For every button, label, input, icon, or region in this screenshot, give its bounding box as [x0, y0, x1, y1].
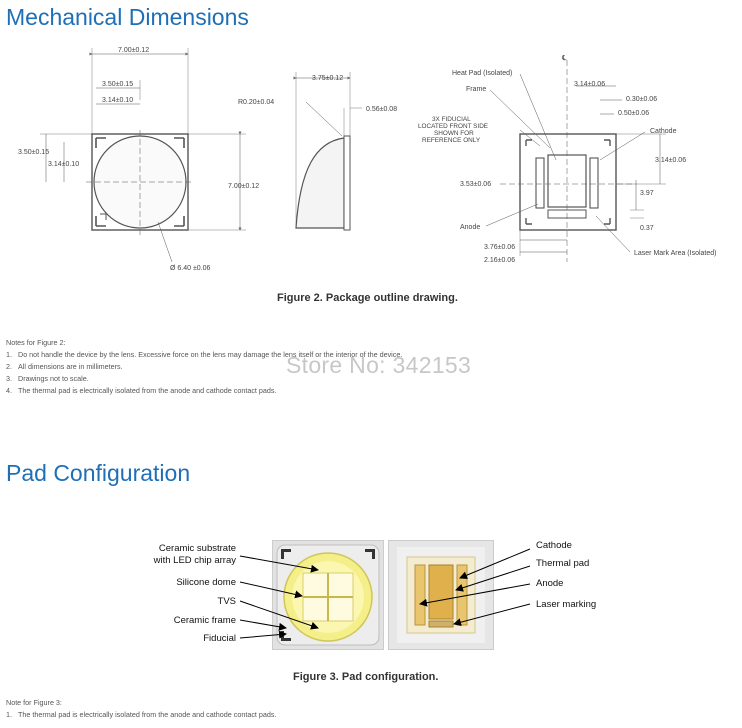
bottom-view-body [520, 134, 616, 230]
label-anode: Anode [460, 224, 481, 231]
label-laser-mark: Laser Mark Area (Isolated) [634, 250, 717, 257]
label-anode-pad: Anode [536, 578, 564, 589]
dim-front-a: 3.50±0.15 [102, 81, 134, 88]
dim-lens-dia: Ø 6.40 ±0.06 [170, 265, 211, 272]
label-cathode-pad: Cathode [536, 540, 572, 551]
side-view-substrate [344, 136, 350, 230]
dim-bottom-216: 2.16±0.06 [484, 257, 516, 264]
label-fiducial: Fiducial [203, 633, 236, 644]
dim-front-b: 3.14±0.10 [102, 97, 134, 104]
dim-bottom-037: 0.37 [640, 225, 654, 232]
label-fiducial-3: SHOWN FOR [434, 130, 474, 137]
section-title-pad-configuration: Pad Configuration [6, 460, 191, 486]
label-laser-marking: Laser marking [536, 599, 597, 610]
centerline-mark: ℄ [562, 55, 567, 62]
bottom-view-anode-pad [536, 158, 544, 208]
dim-bottom-314r: 3.14±0.06 [655, 157, 687, 164]
label-thermal-pad: Thermal pad [536, 558, 590, 569]
label-ceramic-frame: Ceramic frame [173, 615, 236, 626]
label-ceramic-substrate-2: with LED chip array [153, 555, 236, 566]
dim-left-b: 3.14±0.10 [48, 161, 80, 168]
package-outline-drawing [0, 40, 742, 280]
label-silicone-dome: Silicone dome [176, 577, 236, 588]
label-cathode: Cathode [650, 128, 677, 135]
dim-side-radius: R0.20±0.04 [238, 99, 275, 106]
notes-figure-3 [6, 697, 277, 721]
dim-bottom-397: 3.97 [640, 190, 654, 197]
side-view-dome [296, 138, 344, 228]
note-item: 1. The thermal pad is electrically isolated from the anode and cathode contact pads. [6, 710, 277, 719]
note-item: 4. The thermal pad is electrically isolated from the anode and cathode contact pads. [6, 386, 277, 395]
pad-config-callouts [150, 535, 610, 650]
dim-side-height: 3.75±0.12 [312, 75, 344, 82]
label-fiducial-4: REFERENCE ONLY [422, 137, 481, 144]
dim-height: 7.00±0.12 [228, 183, 260, 190]
dim-front-width: 7.00±0.12 [118, 47, 150, 54]
label-fiducial-2: LOCATED FRONT SIDE [418, 123, 489, 130]
bottom-view-cathode-pad [590, 158, 598, 208]
dim-bottom-050: 0.50±0.06 [618, 110, 650, 117]
figure-2-caption: Figure 2. Package outline drawing. [277, 292, 458, 304]
notes-title: Notes for Figure 2: [6, 338, 66, 347]
label-frame: Frame [466, 86, 487, 93]
dim-left-a: 3.50±0.15 [18, 149, 50, 156]
label-fiducial-1: 3X FIDUCIAL [432, 116, 471, 123]
note-item: 2. All dimensions are in millimeters. [6, 362, 123, 371]
label-heat-pad: Heat Pad (Isolated) [452, 70, 513, 77]
note-item: 1. Do not handle the device by the lens. Excessive force on the lens may damage the lens itself or the interior of the device. [6, 350, 403, 359]
dim-side-thickness: 0.56±0.08 [366, 106, 398, 113]
dim-bottom-030: 0.30±0.06 [626, 96, 658, 103]
notes-title: Note for Figure 3: [6, 698, 62, 707]
figure-3-caption: Figure 3. Pad configuration. [293, 671, 439, 683]
dim-bottom-376: 3.76±0.06 [484, 244, 516, 251]
label-ceramic-substrate-1: Ceramic substrate [158, 543, 236, 554]
label-tvs: TVS [217, 596, 236, 607]
dim-bottom-353: 3.53±0.06 [460, 181, 492, 188]
note-item: 3. Drawings not to scale. [6, 374, 89, 383]
dim-bottom-314: 3.14±0.06 [574, 81, 606, 88]
section-title-mechanical-dimensions: Mechanical Dimensions [6, 4, 249, 30]
store-watermark: Store No: 342153 [286, 352, 472, 378]
